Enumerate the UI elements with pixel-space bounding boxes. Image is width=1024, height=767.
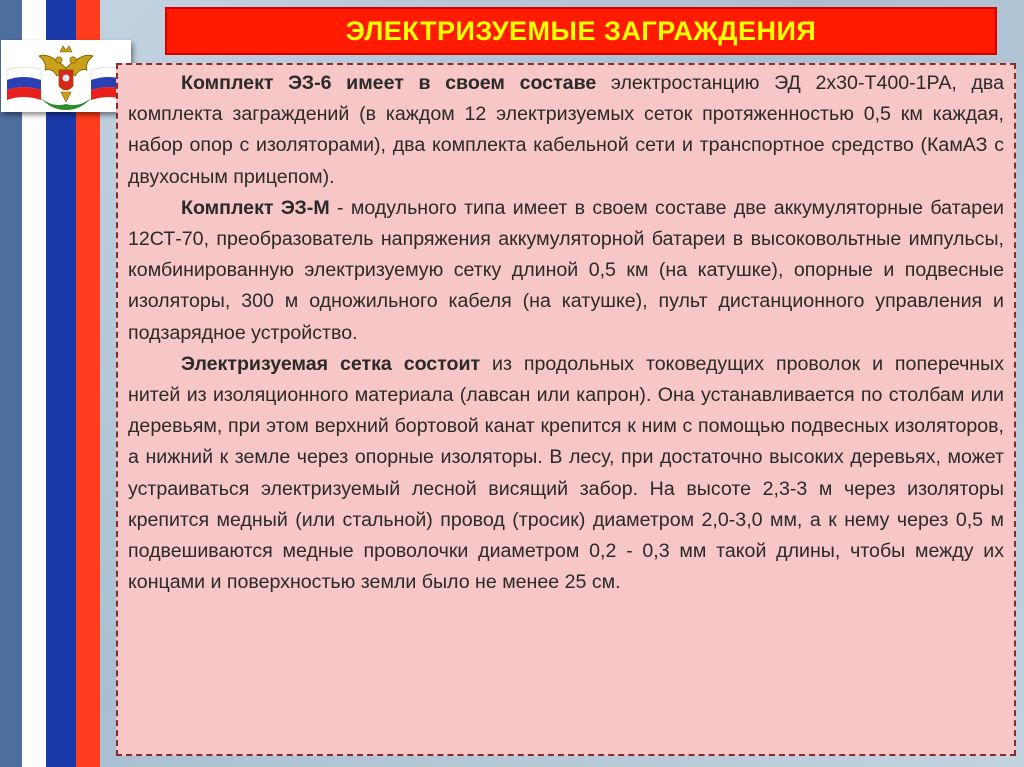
- paragraph-ezm-kit: [128, 193, 1004, 349]
- paragraph-lead: Электризуемая сетка состоит: [181, 352, 481, 375]
- paragraph-lead: Комплект ЭЗ-6 имеет в своем составе: [181, 72, 597, 94]
- blue-gray-stripe: [0, 0, 22, 767]
- white-stripe: [22, 0, 46, 767]
- slide-title: ЭЛЕКТРИЗУЕМЫЕ ЗАГРАЖДЕНИЯ: [345, 15, 817, 46]
- flag-stripes-decoration: [0, 0, 104, 767]
- paragraph-text: - модульного типа имеет в своем составе две аккумуляторные батареи 12СТ-70, преобразователь напряжения аккумуляторной батареи в высоковольтные импульсы, комбинированную электризуемую сетку длиной 0,5 км (на катушке), опорные и подвесные изоляторы, 300 м одножильного кабеля (на катушке), пульт дистанционного управления и подзарядное устройство.: [128, 196, 1004, 344]
- title-bar: [165, 7, 997, 55]
- eagle-emblem-icon: [1, 40, 131, 112]
- paragraph-text: из продольных токоведущих проволок и поперечных нитей из изоляционного материала (лавсан или капрон). Она устанавливается по столбам или деревьям, при этом верхний бортовой канат крепится к ним с помощью подвесных изоляторов, а нижний к земле через опорные изоляторы. В лесу, при достаточно высоких деревьях, может устраиваться электризуемый лесной висящий забор. На высоте 2,3-3 м через изоляторы крепится медный (или стальной) провод (тросик) диаметром 2,0-3,0 мм, а к нему через 0,5 м подвешиваются медные проволочки диаметром 0,2 - 0,3 мм такой длины, чтобы между их концами и поверхностью земли было не менее 25 см.: [128, 352, 1004, 594]
- paragraph-ez6-kit: [128, 68, 1004, 193]
- red-stripe: [76, 0, 100, 767]
- military-emblem-logo: [1, 40, 131, 112]
- left-russian-flag-icon: [7, 67, 41, 100]
- paragraph-lead: Комплект ЭЗ-М: [181, 196, 330, 219]
- content-box: [116, 63, 1016, 756]
- paragraph-text: электростанцию ЭД 2х30-Т400-1РА, два комплекта заграждений (в каждом 12 электризуемых сеток протяженностью 0,5 км каждая, набор опор с изоляторами), два комплекта кабельной сети и транспортное средство (КамАЗ с двухосным прицепом).: [128, 72, 1004, 188]
- blue-stripe: [46, 0, 76, 767]
- paragraph-electrified-net: [128, 349, 1004, 599]
